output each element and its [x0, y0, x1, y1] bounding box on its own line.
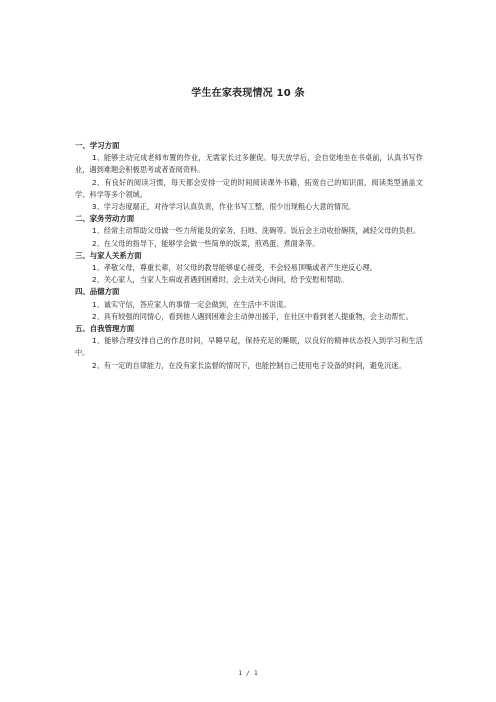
paragraph: 2、关心家人，当家人生病或者遇到困难时，会主动关心询问，给予安慰和帮助。: [92, 275, 349, 285]
page-number: 1 / 1: [238, 669, 258, 677]
section-heading: 四、品德方面: [75, 287, 120, 297]
paragraph: 2、有一定的自律能力，在没有家长监督的情况下，也能控制自己使用电子设备的时间，避免沉迷。: [92, 360, 406, 370]
section-family: [75, 250, 423, 287]
paragraph: 1、孝敬父母，尊重长辈，对父母的教导能够虚心接受，不会轻易顶嘴或者产生逆反心理。: [92, 263, 377, 273]
paragraph: 1、能够合理安排自己的作息时间，早睡早起，保持充足的睡眠，以良好的精神状态投入到学习和生活中。: [75, 336, 423, 358]
paragraph: 2、在父母的指导下，能够学会做一些简单的饭菜，煎鸡蛋、煮面条等。: [92, 238, 320, 248]
paragraph: 1、经常主动帮助父母做一些力所能及的家务，扫地、洗碗等。饭后会主动收拾碗筷，减轻父母的负担。: [92, 226, 421, 236]
section-self-management: [75, 323, 423, 372]
section-heading: 二、家务劳动方面: [75, 214, 135, 224]
paragraph: 2、具有较强的同情心，看到他人遇到困难会主动伸出援手，在社区中看到老人提重物，会主动帮忙。: [92, 311, 413, 321]
section-heading: 三、与家人关系方面: [75, 250, 142, 260]
section-heading: 五、自我管理方面: [75, 324, 135, 334]
document-body: [75, 140, 423, 372]
paragraph: 1、能够主动完成老师布置的作业，无需家长过多催促。每天放学后，会自觉地坐在书桌前，认真书写作业，遇到难题会积极思考或者查阅资料。: [75, 153, 423, 175]
section-heading: 一、学习方面: [75, 141, 120, 150]
paragraph: 2、有良好的阅读习惯，每天都会安排一定的时间阅读课外书籍，拓宽自己的知识面，阅读类型涵盖文学、科学等多个领域。: [75, 177, 423, 199]
paragraph: 1、诚实守信，答应家人的事情一定会做到，在生活中不说谎。: [92, 299, 291, 309]
paragraph: 3、学习态度端正，对待学习认真负责，作业书写工整，很少出现粗心大意的情况。: [92, 202, 356, 212]
section-study: [75, 140, 423, 213]
section-housework: [75, 213, 423, 250]
section-morality: [75, 286, 423, 323]
document-title: 学生在家表现情况 10 条: [191, 88, 305, 99]
